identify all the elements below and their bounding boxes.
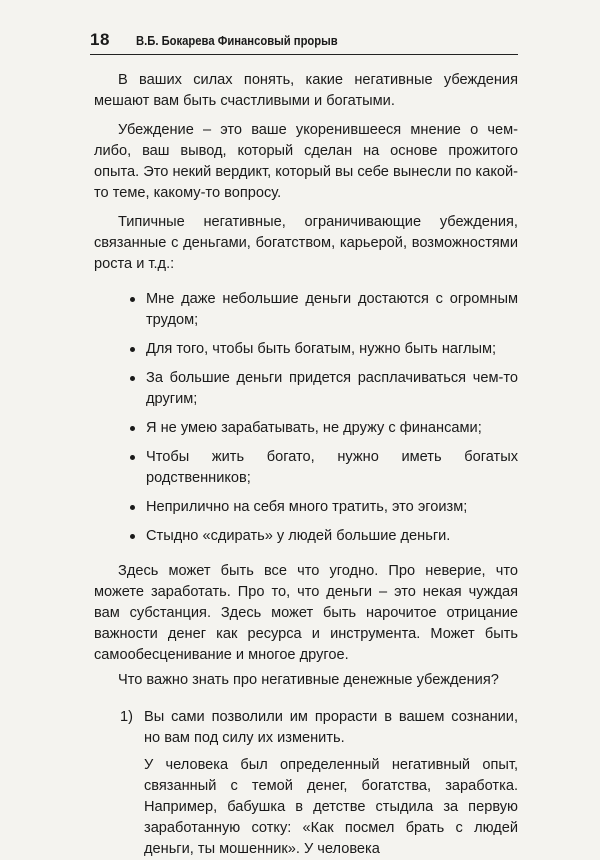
bullet-icon [130, 376, 135, 381]
paragraph-list-lead: Типичные негативные, ограничивающие убеждения, связанные с деньгами, богатством, карьерой, возможностями роста и т.д.: [94, 214, 518, 272]
bullet-icon [130, 534, 135, 539]
page-header [90, 30, 518, 55]
running-title: В.Б. Бокарева Финансовый прорыв [135, 34, 338, 48]
page-number: 18 [90, 30, 110, 49]
paragraph-definition: Убеждение – это ваше укоренившееся мнение о чем-либо, ваш вывод, который сделан на основе прожитого опыта. Это некий вердикт, который вы себе вынесли по какой-то теме, какому-то вопросу. [94, 122, 518, 201]
list-item [146, 526, 518, 547]
item-explanation: У человека был определенный негативный опыт, связанный с темой денег, богатства, заработка. Например, бабушка в детстве стыдила за первую заработанную сотку: «Как посмел брать с людей деньги, ты мошенник». У человека [144, 757, 518, 857]
list-item-text: Стыдно «сдирать» у людей большие деньги. [146, 528, 451, 544]
bullet-icon [130, 297, 135, 302]
question-heading: Что важно знать про негативные денежные убеждения? [118, 672, 499, 688]
bullet-icon [130, 426, 135, 431]
beliefs-list [94, 289, 518, 547]
list-item [146, 368, 518, 410]
list-item [146, 289, 518, 331]
list-item [146, 339, 518, 360]
list-item-text: Для того, чтобы быть богатым, нужно быть наглым; [146, 341, 497, 357]
list-item-text: Неприлично на себя много тратить, это эгоизм; [146, 499, 468, 515]
list-item-text: Мне даже небольшие деньги достаются с огромным трудом; [146, 291, 518, 328]
list-item [146, 447, 518, 489]
bullet-icon [130, 505, 135, 510]
bullet-icon [130, 455, 135, 460]
numbered-list [94, 707, 518, 860]
paragraph-after-list: Здесь может быть все что угодно. Про неверие, что можете заработать. Про то, что деньги – это некая чуждая вам субстанция. Здесь может быть нарочитое отрицание важности денег как ресурса и инструмента. Может быть самообесценивание и многое другое. [94, 563, 518, 663]
page-body [94, 70, 518, 860]
item-text: Вы сами позволили им прорасти в вашем сознании, но вам под силу их изменить. [144, 709, 518, 746]
paragraph-intro: В ваших силах понять, какие негативные убеждения мешают вам быть счастливыми и богатыми. [94, 72, 518, 109]
list-item-text: Я не умею зарабатывать, не дружу с финансами; [146, 420, 482, 436]
item-number: 1) [120, 709, 133, 725]
list-item [146, 418, 518, 439]
list-item [146, 497, 518, 518]
list-item-text: За большие деньги придется расплачиваться чем-то другим; [146, 370, 518, 407]
list-item-text: Чтобы жить богато, нужно иметь богатых родственников; [146, 449, 518, 486]
bullet-icon [130, 347, 135, 352]
numbered-item [120, 707, 518, 860]
